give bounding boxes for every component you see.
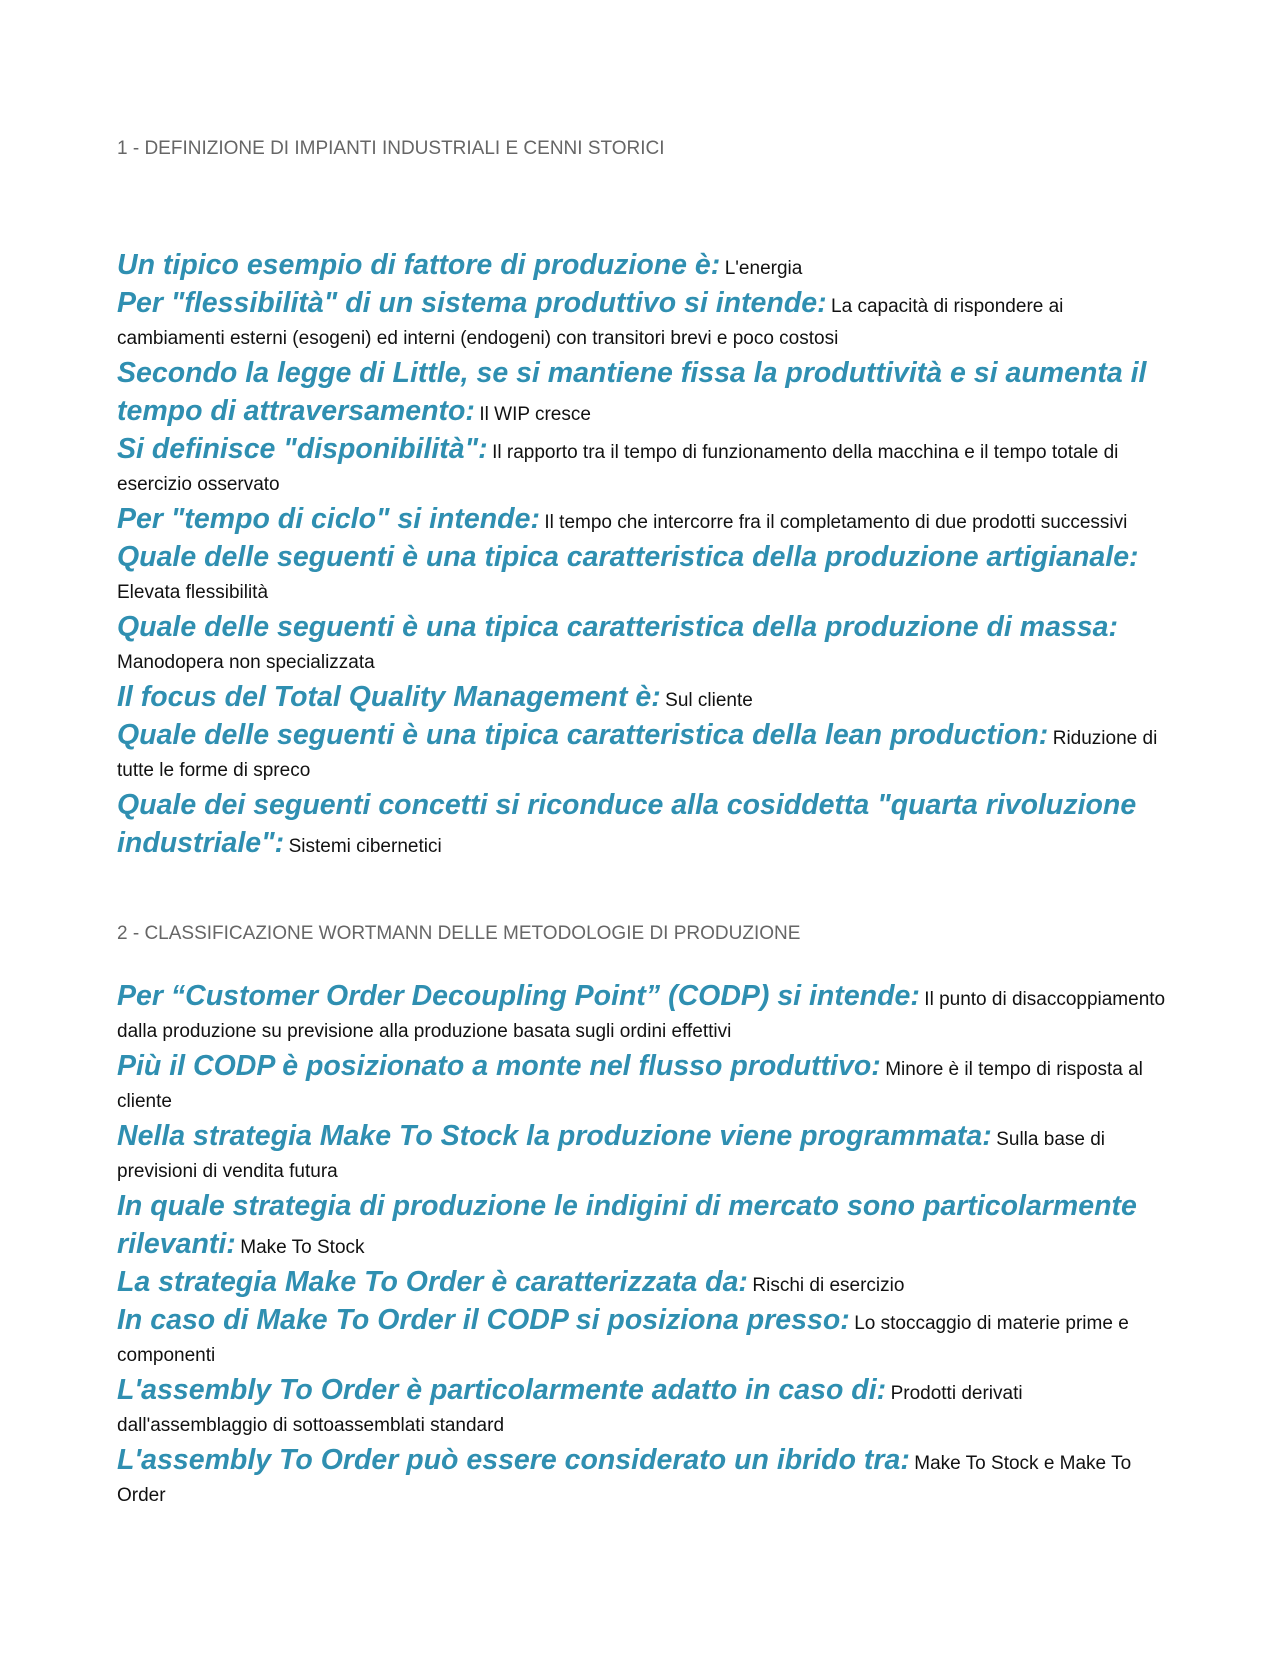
qa-item [117, 978, 1167, 1048]
qa-item [117, 539, 1167, 609]
section-heading: 2 - CLASSIFICAZIONE WORTMANN DELLE METODOLOGIE DI PRODUZIONE [117, 923, 801, 944]
qa-item [117, 609, 1167, 679]
answer: Il tempo che intercorre fra il completamento di due prodotti successivi [544, 512, 1128, 533]
question: Quale delle seguenti è una tipica caratteristica della produzione artigianale: [117, 541, 1139, 573]
question: In caso di Make To Order il CODP si posiziona presso: [117, 1304, 850, 1336]
answer: Il WIP cresce [479, 404, 591, 425]
qa-item [117, 679, 1167, 717]
question: Quale delle seguenti è una tipica caratteristica della produzione di massa: [117, 611, 1118, 643]
answer: Make To Stock e Make To Order [117, 1453, 1132, 1506]
question: Per “Customer Order Decoupling Point” (CODP) si intende: [117, 980, 920, 1012]
qa-item [117, 501, 1167, 539]
qa-list [117, 978, 1167, 1512]
question: L'assembly To Order può essere considerato un ibrido tra: [117, 1444, 910, 1476]
question: Più il CODP è posizionato a monte nel flusso produttivo: [117, 1050, 881, 1082]
answer: Sul cliente [665, 690, 753, 711]
question: Quale delle seguenti è una tipica caratteristica della lean production: [117, 719, 1049, 751]
answer: Prodotti derivati dall'assemblaggio di sottoassemblati standard [117, 1383, 1023, 1436]
question: Per "tempo di ciclo" si intende: [117, 503, 540, 535]
qa-item [117, 431, 1167, 501]
answer: Sistemi cibernetici [288, 836, 442, 857]
question: Quale dei seguenti concetti si riconduce alla cosiddetta "quarta rivoluzione industriale": [117, 789, 1137, 859]
answer: Elevata flessibilità [117, 582, 269, 603]
answer: La capacità di rispondere ai cambiamenti esterni (esogeni) ed interni (endogeni) con transitori brevi e poco costosi [117, 296, 1064, 349]
question: In quale strategia di produzione le indigini di mercato sono particolarmente rilevanti: [117, 1190, 1137, 1260]
question: Si definisce "disponibilità": [117, 433, 488, 465]
qa-item [117, 1302, 1167, 1372]
qa-item [117, 717, 1167, 787]
qa-item [117, 285, 1167, 355]
answer: Minore è il tempo di risposta al cliente [117, 1059, 1143, 1112]
answer: Manodopera non specializzata [117, 652, 375, 673]
qa-item [117, 1372, 1167, 1442]
section-heading: 1 - DEFINIZIONE DI IMPIANTI INDUSTRIALI E CENNI STORICI [117, 138, 665, 159]
qa-item [117, 787, 1167, 863]
question: Per "flessibilità" di un sistema produttivo si intende: [117, 287, 827, 319]
qa-item [117, 1048, 1167, 1118]
answer: Il rapporto tra il tempo di funzionamento della macchina e il tempo totale di esercizio osservato [117, 442, 1119, 495]
answer: Riduzione di tutte le forme di spreco [117, 728, 1158, 781]
question: La strategia Make To Order è caratterizzata da: [117, 1266, 748, 1298]
question: Nella strategia Make To Stock la produzione viene programmata: [117, 1120, 992, 1152]
answer: Il punto di disaccoppiamento dalla produzione su previsione alla produzione basata sugli ordini effettivi [117, 989, 1166, 1042]
answer: Rischi di esercizio [752, 1275, 905, 1296]
answer: L'energia [724, 258, 803, 279]
qa-item [117, 1264, 1167, 1302]
answer: Make To Stock [240, 1237, 365, 1258]
qa-item [117, 1188, 1167, 1264]
answer: Lo stoccaggio di materie prime e componenti [117, 1313, 1129, 1366]
qa-item [117, 247, 1167, 285]
question: Secondo la legge di Little, se si mantiene fissa la produttività e si aumenta il tempo di attraversamento: [117, 357, 1147, 427]
question: Un tipico esempio di fattore di produzione è: [117, 249, 721, 281]
question: L'assembly To Order è particolarmente adatto in caso di: [117, 1374, 887, 1406]
qa-item [117, 355, 1167, 431]
qa-item [117, 1118, 1167, 1188]
qa-list [117, 247, 1167, 863]
qa-item [117, 1442, 1167, 1512]
answer: Sulla base di previsioni di vendita futura [117, 1129, 1106, 1182]
question: Il focus del Total Quality Management è: [117, 681, 661, 713]
